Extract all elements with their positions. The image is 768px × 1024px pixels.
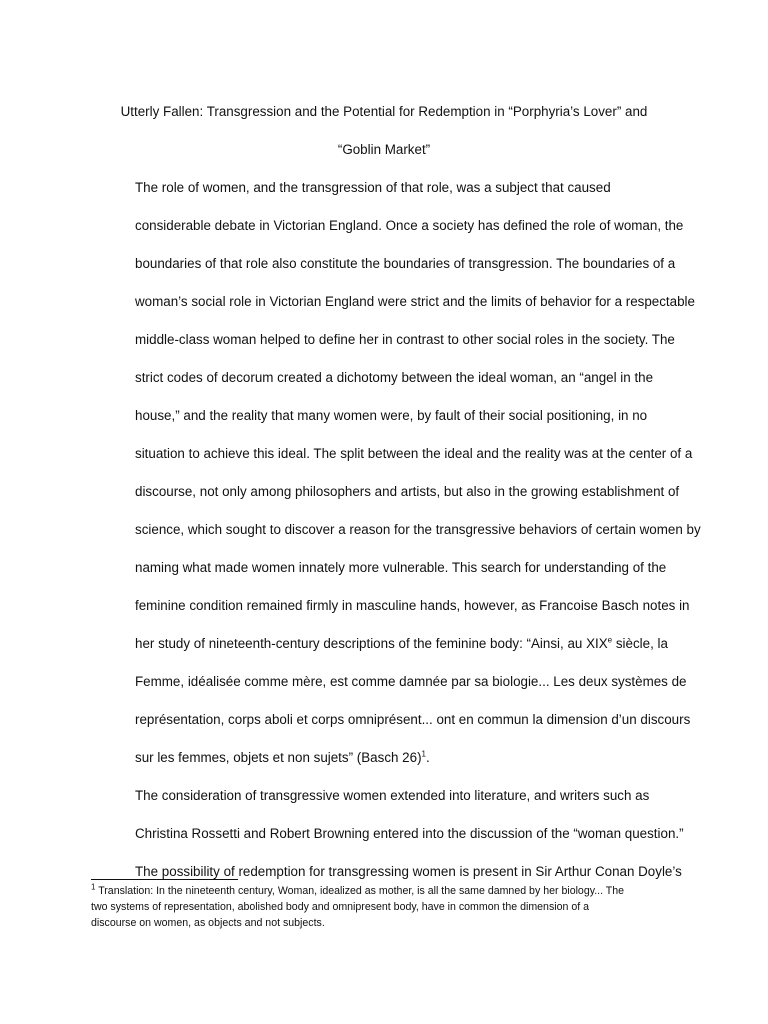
footnote-separator: [91, 879, 238, 880]
footnote-marker: 1: [91, 882, 96, 892]
paragraph-line: woman’s social role in Victorian England were strict and the limits of behavior for a respectable: [135, 294, 695, 309]
paragraph-line: naming what made women innately more vulnerable. This search for understanding of the: [135, 560, 667, 575]
line-text: .: [426, 750, 430, 765]
paragraph-line: boundaries of that role also constitute the boundaries of transgression. The boundaries of a: [135, 256, 676, 271]
footnote: [91, 883, 681, 931]
paragraph-line: The possibility of redemption for transgressing women is present in Sir Arthur Conan Doyle’s: [135, 864, 682, 879]
paragraph-line: feminine condition remained firmly in masculine hands, however, as Francoise Basch notes in: [135, 598, 690, 613]
line-text: her study of nineteenth-century descriptions of the feminine body: “Ainsi, au XIX: [135, 636, 608, 651]
line-text: siècle, la: [612, 636, 668, 651]
paragraph-line: Christina Rossetti and Robert Browning entered into the discussion of the “woman question.”: [135, 826, 684, 841]
paragraph-line: discourse, not only among philosophers and artists, but also in the growing establishment of: [135, 484, 680, 499]
document-body: [91, 93, 701, 891]
footnote-reference[interactable]: 1: [421, 749, 426, 759]
paragraph-line: middle-class woman helped to define her in contrast to other social roles in the society. The: [135, 332, 675, 347]
paragraph-line: représentation, corps aboli et corps omniprésent... ont en commun la dimension d’un discours: [135, 712, 691, 727]
title-line-2: “Goblin Market”: [337, 142, 431, 157]
paragraph-line: strict codes of decorum created a dichotomy between the ideal woman, an “angel in the: [135, 370, 654, 385]
footnote-text: Translation: In the nineteenth century, Woman, idealized as mother, is all the same damned by her biology... The: [95, 885, 625, 897]
paragraph-line: science, which sought to discover a reason for the transgressive behaviors of certain women by: [135, 522, 701, 537]
paragraph-line-with-footnote-ref: [91, 739, 677, 777]
paragraph-line: The role of women, and the transgression of that role, was a subject that caused: [135, 180, 611, 195]
title-line-1: Utterly Fallen: Transgression and the Potential for Redemption in “Porphyria’s Lover” and: [120, 104, 648, 119]
footnote-line: two systems of representation, abolished body and omnipresent body, have in common the dimension of a: [91, 901, 589, 913]
paragraph-2: [91, 777, 684, 891]
paragraph-line-with-superscript: [91, 625, 677, 663]
footnote-line: discourse on women, as objects and not subjects.: [91, 917, 325, 929]
paragraph-line: situation to achieve this ideal. The split between the ideal and the reality was at the center of a: [135, 446, 693, 461]
paragraph-1: [91, 169, 701, 777]
paragraph-line: house,” and the reality that many women were, by fault of their social positioning, in no: [135, 408, 648, 423]
paragraph-line: considerable debate in Victorian England. Once a society has defined the role of woman, the: [135, 218, 684, 233]
superscript-e: e: [607, 635, 613, 645]
footnote-line: [91, 883, 681, 899]
paragraph-line: The consideration of transgressive women extended into literature, and writers such as: [135, 788, 650, 803]
line-text: sur les femmes, objets et non sujets” (Basch 26): [135, 750, 422, 765]
paragraph-line: Femme, idéalisée comme mère, est comme damnée par sa biologie... Les deux systèmes de: [135, 674, 687, 689]
